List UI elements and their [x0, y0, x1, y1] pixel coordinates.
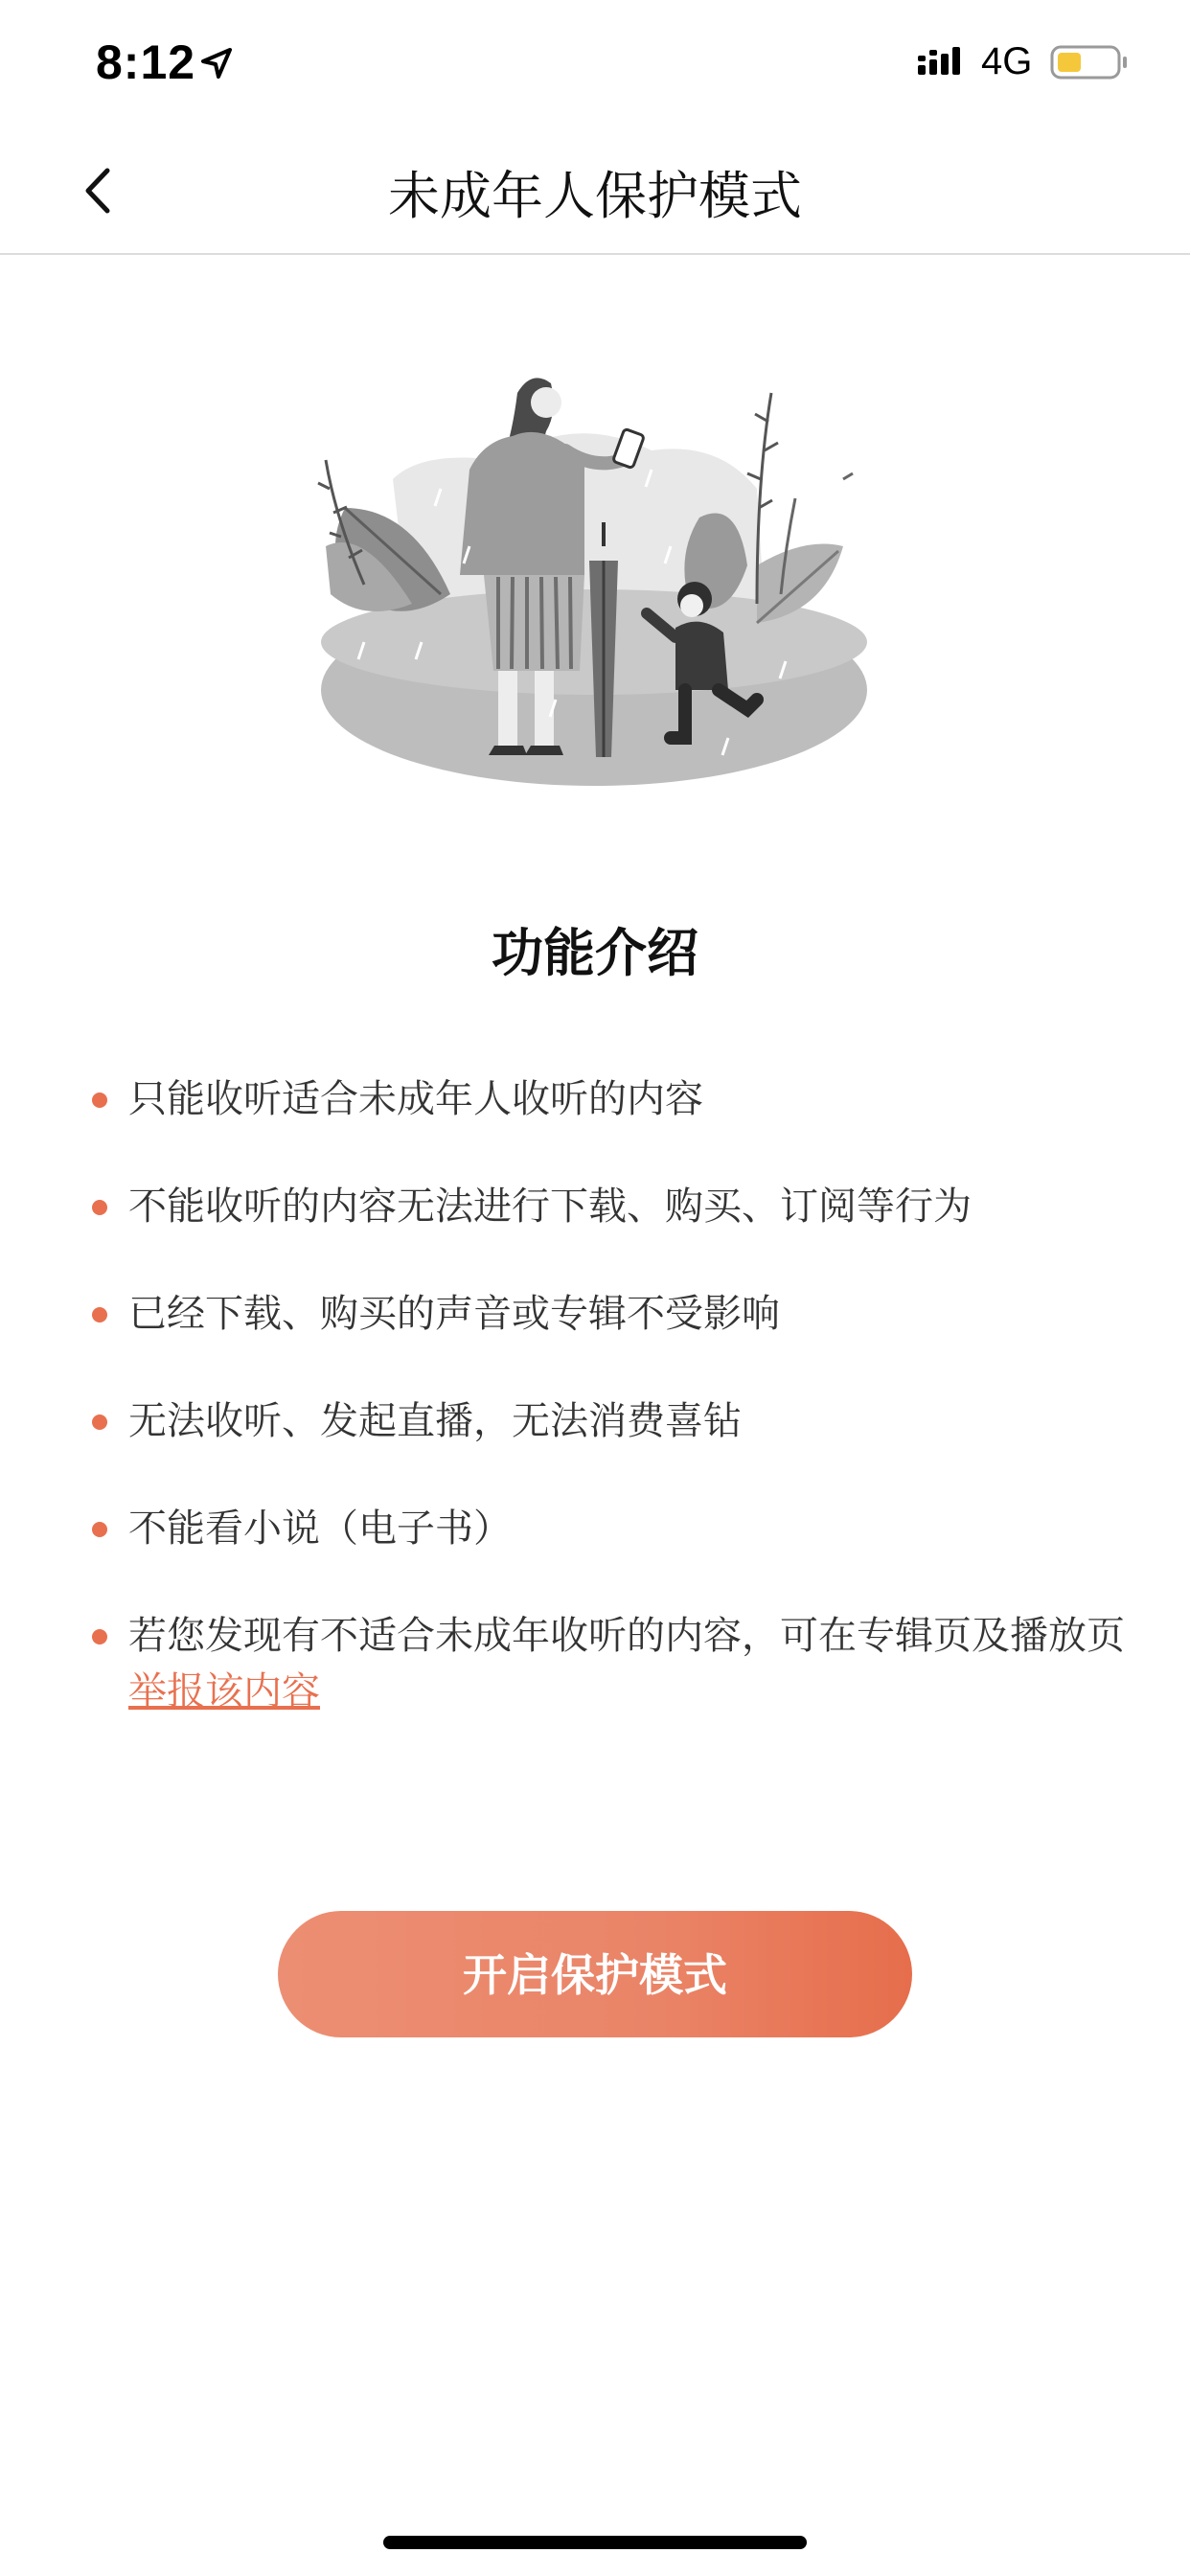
bullet-dot-icon [92, 1200, 107, 1215]
page-title: 未成年人保护模式 [388, 166, 802, 226]
bullet-dot-icon [92, 1307, 107, 1322]
bullet-dot-icon [92, 1414, 107, 1430]
bullet-dot-icon [92, 1522, 107, 1537]
section-title: 功能介绍 [492, 923, 698, 983]
feature-text: 不能收听的内容无法进行下载、购买、订阅等行为 [128, 1184, 972, 1229]
enable-protection-button[interactable]: 开启保护模式 [278, 1911, 912, 2037]
nav-bar [0, 126, 1190, 255]
battery-icon [1050, 44, 1129, 80]
location-arrow-icon [197, 44, 236, 82]
home-indicator[interactable] [383, 2536, 807, 2549]
feature-text: 若您发现有不适合未成年收听的内容，可在专辑页及播放页 [128, 1614, 1125, 1658]
list-item [92, 1071, 1146, 1127]
list-item [92, 1608, 1146, 1719]
feature-list [92, 1071, 1146, 1771]
network-label: 4G [981, 40, 1033, 82]
status-time: 8:12 [96, 35, 196, 89]
parent-child-umbrella-illustration [307, 355, 881, 815]
signal-icon [916, 44, 968, 79]
status-bar [0, 0, 1190, 126]
feature-text: 无法收听、发起直播，无法消费喜钻 [128, 1399, 742, 1443]
bullet-dot-icon [92, 1629, 107, 1644]
list-item [92, 1393, 1146, 1449]
report-content-link[interactable]: 举报该内容 [128, 1669, 320, 1714]
feature-text: 不能看小说（电子书） [128, 1506, 512, 1551]
feature-text: 已经下载、购买的声音或专辑不受影响 [128, 1292, 780, 1336]
bullet-dot-icon [92, 1092, 107, 1108]
list-item [92, 1179, 1146, 1234]
list-item [92, 1286, 1146, 1342]
feature-text: 只能收听适合未成年人收听的内容 [128, 1077, 703, 1121]
list-item [92, 1501, 1146, 1556]
